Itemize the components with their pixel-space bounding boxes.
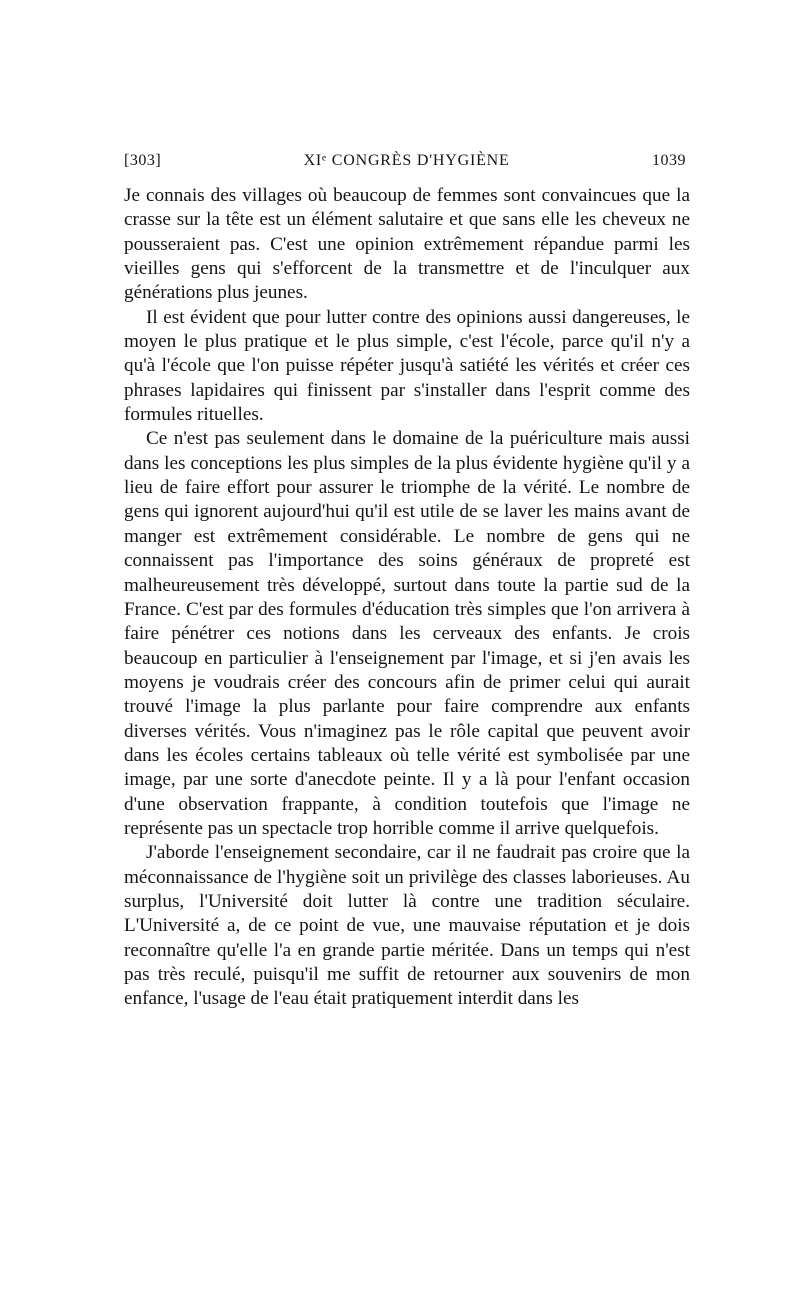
body-text — [124, 184, 690, 1012]
paragraph: Il est évident que pour lutter contre des opinions aussi dangereuses, le moyen le plus pratique et le plus simple, c'est l'école, parce qu'il n'y a qu'à l'école que l'on puisse répéter jusqu'à satiété les vérités et créer ces phrases lapidaires qui finissent par s'installer dans l'esprit comme des formules rituelles. — [124, 306, 690, 426]
book-page — [124, 152, 690, 1012]
paragraph: Je connais des villages où beaucoup de femmes sont convaincues que la crasse sur la tête est un élément salutaire et que sans elle les cheveux ne pousseraient pas. C'est une opinion extrêmement répandue parmi les vieilles gens qui s'efforcent de la transmettre et de l'inculquer aux générations plus jeunes. — [124, 185, 690, 304]
running-title: XIᵉ CONGRÈS D'HYGIÈNE — [303, 152, 510, 169]
page-number: 1039 — [652, 152, 686, 169]
page-reference: [303] — [124, 152, 162, 169]
running-header — [124, 152, 690, 184]
paragraph: Ce n'est pas seulement dans le domaine de la puériculture mais aussi dans les conceptions les plus simples de la plus évidente hygiène qu'il y a lieu de faire effort pour assurer le triomphe de la vérité. Le nombre de gens qui ignorent aujourd'hui qu'il est utile de se laver les mains avant de manger est extrêmement considérable. Le nombre de gens qui ne connaissent pas l'importance des soins généraux de propreté est malheureusement très développé, surtout dans toute la partie sud de la France. C'est par des formules d'éducation très simples que l'on arrivera à faire pénétrer ces notions dans les cerveaux des enfants. Je crois beaucoup en particulier à l'enseignement par l'image, et si j'en avais les moyens je voudrais créer des concours afin de primer celui qui aurait trouvé l'image la plus parlante pour faire comprendre aux enfants diverses vérités. Vous n'imaginez pas le rôle capital que peuvent avoir dans les écoles certains tableaux où telle vérité est symbolisée par une image, par une sorte d'anecdote peinte. Il y a là pour l'enfant occasion d'une observation frappante, à condition toutefois que l'image ne représente pas un spectacle trop horrible comme il arrive quelquefois. — [124, 428, 690, 839]
paragraph: J'aborde l'enseignement secondaire, car il ne faudrait pas croire que la méconnaissance de l'hygiène soit un privilège des classes laborieuses. Au surplus, l'Université doit lutter là contre une tradition séculaire. L'Université a, de ce point de vue, une mauvaise réputation et je dois reconnaître qu'elle l'a en grande partie méritée. Dans un temps qui n'est pas très reculé, puisqu'il me suffit de retourner aux souvenirs de mon enfance, l'usage de l'eau était pratiquement interdit dans les — [124, 842, 690, 1010]
